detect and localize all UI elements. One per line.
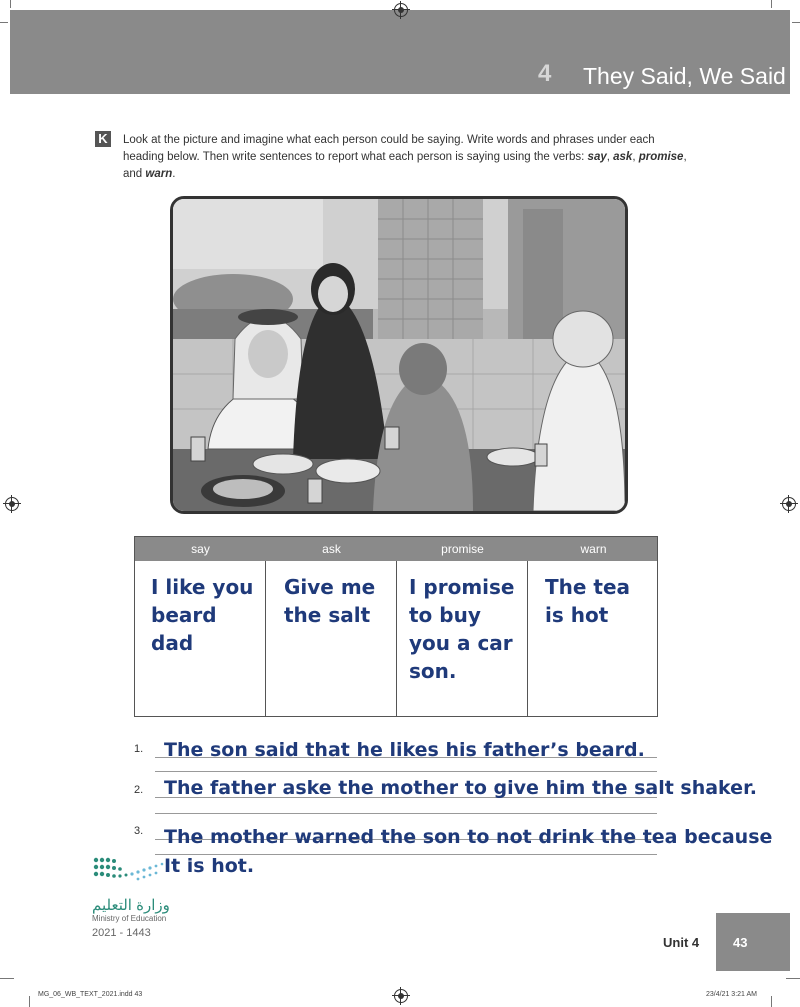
separator: ,	[632, 151, 639, 163]
crop-mark	[29, 996, 30, 1007]
header-say: say	[191, 542, 210, 556]
registration-mark-icon	[394, 3, 408, 17]
answer-line	[155, 771, 657, 772]
header-ask: ask	[322, 542, 341, 556]
table-divider	[527, 561, 528, 717]
answer-line	[155, 813, 657, 814]
separator: ,	[606, 151, 614, 163]
sentence-answer: The mother warned the son to not drink the tea because	[164, 826, 773, 848]
table-divider	[265, 561, 266, 717]
print-timestamp: 23/4/21 3:21 AM	[706, 991, 757, 998]
cell-line: beard	[151, 603, 217, 627]
verb-say: say	[587, 151, 607, 163]
sentence-answer-continued: It is hot.	[164, 855, 255, 877]
cell-promise	[409, 573, 515, 685]
registration-mark-icon	[394, 989, 408, 1003]
exercise-letter-badge: K	[95, 131, 111, 147]
cell-line: is hot	[545, 603, 609, 627]
unit-title: They Said, We Said	[583, 63, 786, 89]
ministry-arabic-name: وزارة التعليم	[92, 897, 170, 914]
crop-mark	[786, 978, 800, 979]
cell-ask	[284, 573, 375, 629]
separator: , and	[123, 151, 687, 180]
cell-line: I like you	[151, 575, 254, 599]
academic-year: 2021 - 1443	[92, 927, 151, 939]
crop-mark	[10, 0, 11, 8]
crop-mark	[792, 22, 800, 23]
chapter-header-band	[10, 10, 790, 94]
crop-mark	[0, 22, 8, 23]
instruction-text: Look at the picture and imagine what each person could be saying. Write words and phrases under each heading below. Then write sentences to report what each person is saying using the verbs:	[123, 134, 655, 163]
registration-mark-icon	[782, 497, 796, 511]
unit-number: 4	[538, 60, 552, 87]
separator: .	[172, 168, 176, 180]
cell-line: to buy	[409, 603, 481, 627]
header-promise: promise	[441, 542, 484, 556]
registration-mark-icon	[5, 497, 19, 511]
crop-mark	[771, 996, 772, 1007]
cell-say	[151, 573, 253, 657]
sentence-number: 1.	[134, 743, 144, 755]
page-number: 43	[733, 935, 748, 950]
sentence-number: 2.	[134, 784, 144, 796]
ministry-dots-icon	[92, 854, 172, 888]
page-number-box	[716, 913, 790, 971]
crop-mark	[0, 978, 14, 979]
cell-line: son.	[409, 659, 457, 683]
cell-warn	[545, 573, 630, 629]
cell-line: dad	[151, 631, 194, 655]
sentence-number: 3.	[134, 825, 144, 837]
unit-label: Unit 4	[663, 935, 700, 950]
ministry-english-name: Ministry of Education	[92, 914, 167, 923]
cell-line: Give me	[284, 575, 376, 599]
illustration-svg	[173, 199, 625, 511]
verb-ask: ask	[613, 151, 633, 163]
family-dinner-illustration	[170, 196, 628, 514]
verb-warn: warn	[145, 168, 173, 180]
sentence-answer: The father aske the mother to give him the salt shaker.	[164, 777, 757, 799]
exercise-instructions	[123, 132, 698, 183]
say-ask-promise-warn-table	[134, 536, 658, 717]
cell-line: The tea	[545, 575, 631, 599]
file-slug: MG_06_WB_TEXT_2021.indd 43	[38, 991, 143, 998]
ministry-of-education-logo	[92, 854, 192, 939]
cell-line: the salt	[284, 603, 371, 627]
table-divider	[396, 561, 397, 717]
crop-mark	[771, 0, 772, 8]
sentence-answer: The son said that he likes his father’s beard.	[164, 739, 645, 761]
cell-line: you a car	[409, 631, 513, 655]
cell-line: I promise	[409, 575, 515, 599]
verb-promise: promise	[638, 151, 684, 163]
table-header-row	[135, 537, 657, 561]
header-warn: warn	[580, 542, 607, 556]
